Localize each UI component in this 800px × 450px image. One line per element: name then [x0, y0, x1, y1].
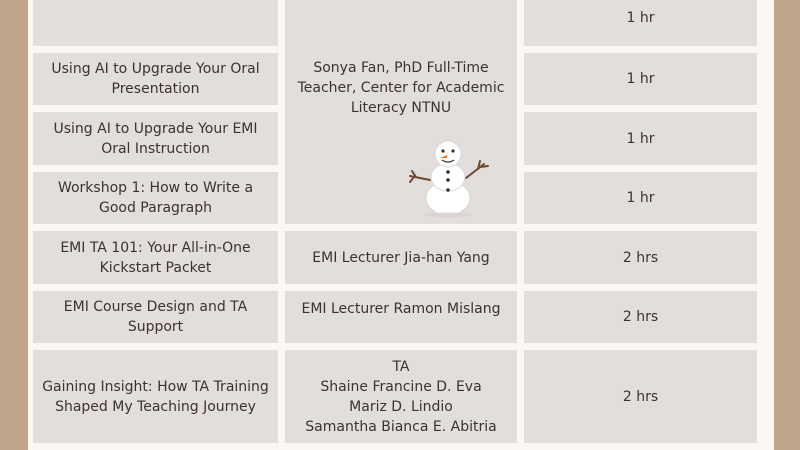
speaker-name: Samantha Bianca E. Abitria: [305, 418, 497, 435]
session-title-cell: [33, 350, 278, 443]
speaker-name: Mariz D. Lindio: [349, 398, 453, 415]
duration-cell: [524, 231, 757, 284]
session-title: EMI TA 101: Your All-in-One Kickstart Packet: [60, 239, 251, 276]
speaker-cell: [285, 291, 517, 343]
session-title-cell: [33, 172, 278, 224]
session-title: Workshop 1: How to Write a Good Paragraph: [57, 180, 254, 216]
duration-cell: [524, 291, 757, 343]
duration-cell: [524, 53, 757, 105]
duration-cell: [524, 350, 757, 443]
duration-cell: [524, 172, 757, 224]
snowman-icon: [404, 136, 494, 218]
speaker-cell: [285, 350, 517, 443]
session-title: EMI Course Design and TA Support: [63, 299, 248, 335]
session-duration: 1 hr: [626, 71, 655, 87]
duration-cell: [524, 0, 757, 46]
session-duration: 2 hrs: [622, 249, 659, 266]
speaker-role: TA: [392, 358, 410, 375]
session-title-cell: [33, 53, 278, 105]
session-title: [40, 0, 271, 1]
session-title-cell: [33, 291, 278, 343]
speaker-name: EMI Lecturer Ramon Mislang: [301, 301, 501, 317]
speaker-name: Sonya Fan, PhD Full-Time Teacher, Center for Academic Literacy NTNU: [297, 60, 505, 116]
speaker-name: Shaine Francine D. Eva: [320, 378, 482, 395]
session-title: Using AI to Upgrade Your EMI Oral Instruction: [53, 120, 258, 157]
duration-cell: [524, 112, 757, 165]
session-duration: 2 hrs: [622, 309, 659, 325]
session-title-cell: [33, 231, 278, 284]
speaker-cell: [285, 231, 517, 284]
session-duration: 2 hrs: [622, 388, 659, 405]
session-title-cell: [33, 112, 278, 165]
session-duration: 1 hr: [626, 10, 655, 26]
session-title: Gaining Insight: How TA Training Shaped My Teaching Journey: [42, 378, 269, 415]
session-title-cell: [33, 0, 278, 46]
session-duration: 1 hr: [626, 130, 655, 147]
speaker-name: EMI Lecturer Jia-han Yang: [312, 249, 490, 266]
session-title: Using AI to Upgrade Your Oral Presentation: [51, 61, 260, 97]
session-duration: 1 hr: [626, 190, 655, 206]
